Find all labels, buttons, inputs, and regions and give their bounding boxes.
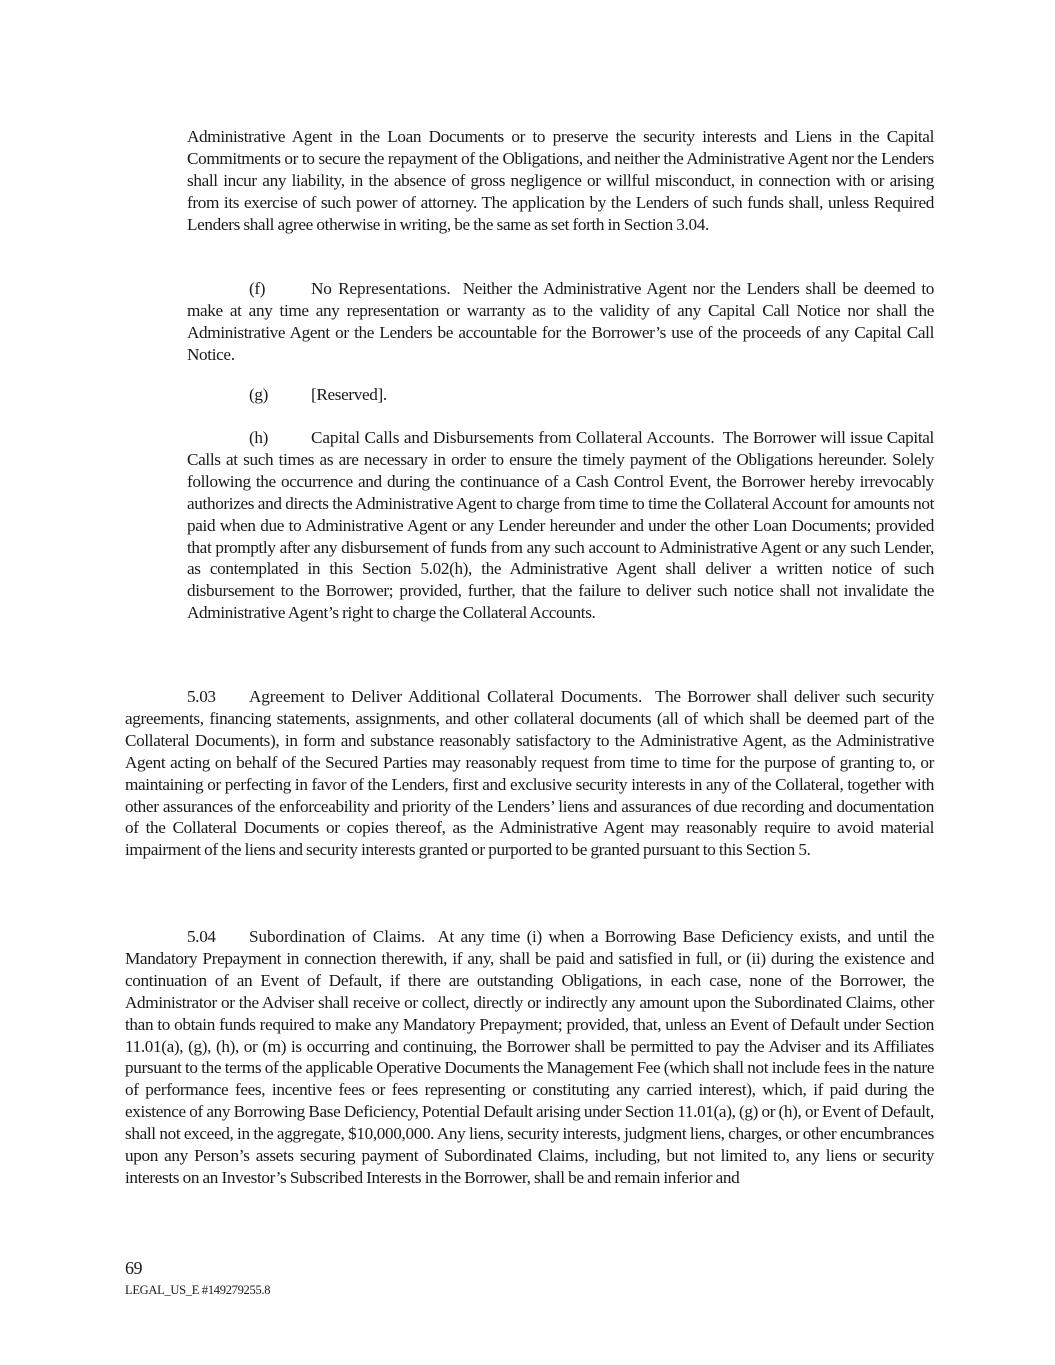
continuation-paragraph — [187, 126, 934, 236]
section-heading: Agreement to Deliver Additional Collateral Documents. — [249, 687, 643, 706]
document-id: LEGAL_US_E #149279255.8 — [125, 1283, 271, 1297]
section-f-no-representations — [187, 278, 934, 366]
section-number: (f) — [249, 279, 266, 298]
section-body: The Borrower shall deliver such security agreements, financing statements, assignments, and other collateral documents (all of which shall be deemed part of the Collateral Documents), in form and substance reasonably satisfactory to the Administrative Agent, as the Administrative Agent acting on behalf of the Secured Parties may reasonably request from time to time for the purpose of granting to, or maintaining or perfecting in favor of the Lenders, first and exclusive security interests in any of the Collateral, together with other assurances of the enforceability and priority of the Lenders’ liens and assurances of due recording and documentation of the Collateral Documents or copies thereof, as the Administrative Agent may reasonably require to avoid material impairment of the liens and security interests granted or purported to be granted pursuant to this Section 5. — [125, 687, 934, 860]
section-body: The Borrower will issue Capital Calls at such times as are necessary in order to ensure the timely payment of the Obligations hereunder. Solely following the occurrence and during the continuance of a Cash Control Event, the Borrower hereby irrevocably authorizes and directs the Administrative Agent to charge from time to time the Collateral Account for amounts not paid when due to Administrative Agent or any Lender hereunder and under the other Loan Documents; provided that promptly after any disbursement of funds from any such account to Administrative Agent or any such Lender, as contemplated in this Section 5.02(h), the Administrative Agent shall deliver a written notice of such disbursement to the Borrower; provided, further, that the failure to deliver such notice shall not invalidate the Administrative Agent’s right to charge the Collateral Accounts. — [187, 428, 934, 623]
section-number: 5.04 — [187, 927, 216, 946]
page-number: 69 — [125, 1258, 142, 1278]
section-number: 5.03 — [187, 687, 216, 706]
section-5-03 — [125, 686, 934, 861]
section-g-reserved — [187, 384, 934, 406]
section-number: (h) — [249, 428, 268, 447]
section-5-04 — [125, 926, 934, 1189]
section-heading: Capital Calls and Disbursements from Collateral Accounts. — [311, 428, 715, 447]
section-heading: No Representations. — [311, 279, 451, 298]
section-h-capital-calls — [187, 427, 934, 624]
paragraph-body: Administrative Agent in the Loan Documents or to preserve the security interests and Liens in the Capital Commitments or to secure the repayment of the Obligations, and neither the Administrative Agent nor the Lenders shall incur any liability, in the absence of gross negligence or willful misconduct, in connection with or arising from its exercise of such power of attorney. The application by the Lenders of such funds shall, unless Required Lenders shall agree otherwise in writing, be the same as set forth in Section 3.04. — [187, 127, 934, 234]
section-body: At any time (i) when a Borrowing Base Deficiency exists, and until the Mandatory Prepayment in connection therewith, if any, shall be paid and satisfied in full, or (ii) during the existence and continuation of an Event of Default, if there are outstanding Obligations, in each case, none of the Borrower, the Administrator or the Adviser shall receive or collect, directly or indirectly any amount upon the Subordinated Claims, other than to obtain funds required to make any Mandatory Prepayment; provided, that, unless an Event of Default under Section 11.01(a), (g), (h), or (m) is occurring and continuing, the Borrower shall be permitted to pay the Adviser and its Affiliates pursuant to the terms of the applicable Operative Documents the Management Fee (which shall not include fees in the nature of performance fees, incentive fees or fees representing or constituting any carried interest), which, if paid during the existence of any Borrowing Base Deficiency, Potential Default arising under Section 11.01(a), (g) or (h), or Event of Default, shall not exceed, in the aggregate, $10,000,000. Any liens, security interests, judgment liens, charges, or other encumbrances upon any Person’s assets securing payment of Subordinated Claims, including, but not limited to, any liens or security interests on an Investor’s Subscribed Interests in the Borrower, shall be and remain inferior and — [125, 927, 934, 1187]
section-heading: Subordination of Claims. — [249, 927, 426, 946]
section-body: [Reserved]. — [311, 385, 387, 404]
section-body: Neither the Administrative Agent nor the Lenders shall be deemed to make at any time any representation or warranty as to the validity of any Capital Call Notice nor shall the Administrative Agent or the Lenders be accountable for the Borrower’s use of the proceeds of any Capital Call Notice. — [187, 279, 934, 364]
section-number: (g) — [249, 385, 268, 404]
